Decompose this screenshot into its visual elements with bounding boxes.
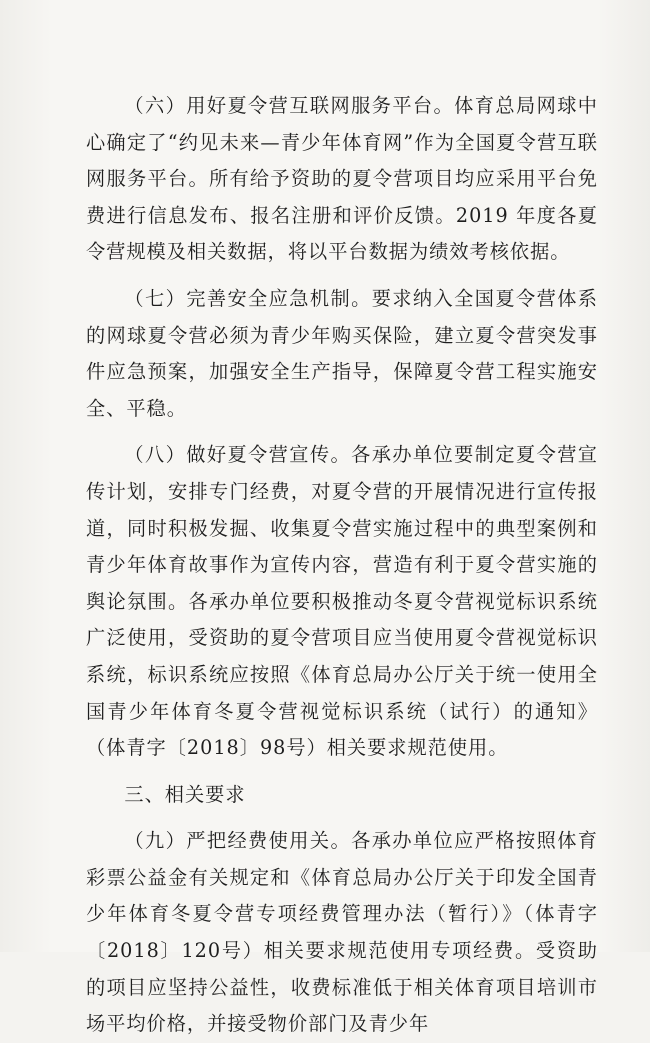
section-heading: 三、相关要求 [124,782,246,806]
paragraph-six: （六）用好夏令营互联网服务平台。体育总局网球中心确定了“约见未来—青少年体育网”作为全国夏令营互联网服务平台。所有给予资助的夏令营项目均应采用平台免费进行信息发布、报名注册和评价反馈。2019 年度各夏令营规模及相关数据，将以平台数据为绩效考核依据。 [86,94,598,264]
paragraph-nine: （九）严把经费使用关。各承办单位应严格按照体育彩票公益金有关规定和《体育总局办公厅关于印发全国青少年体育冬夏令营专项经费管理办法（暂行）》（体青字〔2018〕120号）相关要求规范使用专项经费。受资助的项目应坚持公益性，收费标准低于相关体育项目培训市场平均价格，并接受物价部门及青少年 [86,829,598,1036]
paragraph-seven: （七）完善安全应急机制。要求纳入全国夏令营体系的网球夏令营必须为青少年购买保险，建立夏令营突发事件应急预案，加强安全生产指导，保障夏令营工程实施安全、平稳。 [86,286,598,420]
paragraph-eight: （八）做好夏令营宣传。各承办单位要制定夏令营宣传计划，安排专门经费，对夏令营的开展情况进行宣传报道，同时积极发掘、收集夏令营实施过程中的典型案例和青少年体育故事作为宣传内容，营造有利于夏令营实施的舆论氛围。各承办单位要积极推动冬夏令营视觉标识系统广泛使用，受资助的夏令营项目应当使用夏令营视觉标识系统，标识系统应按照《体育总局办公厅关于统一使用全国青少年体育冬夏令营视觉标识系统（试行）的通知》（体青字〔2018〕98号）相关要求规范使用。 [86,443,598,760]
